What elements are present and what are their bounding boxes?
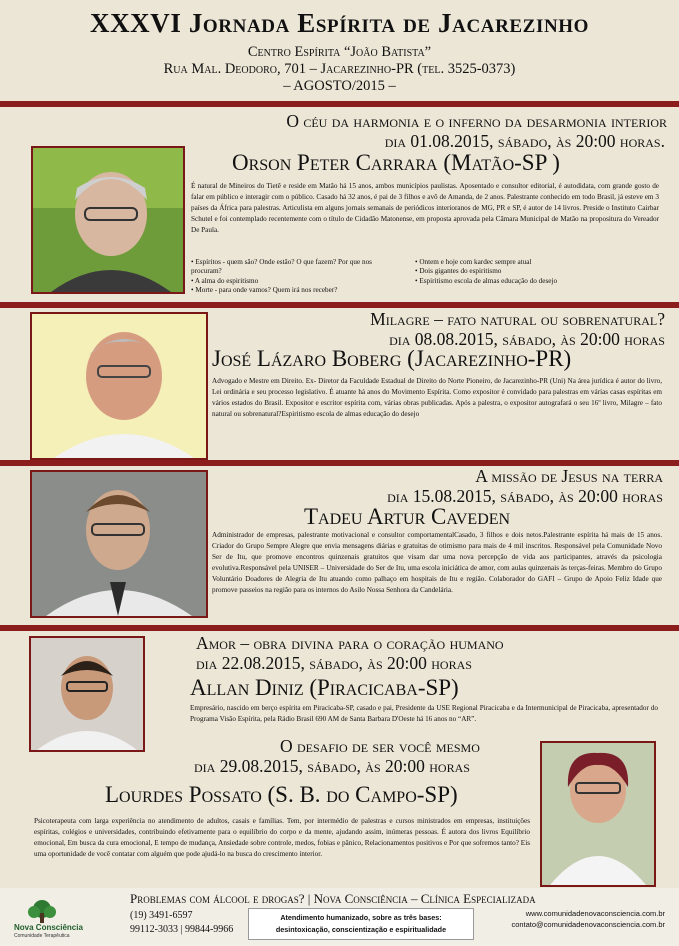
talk-title: O desafio de ser você mesmo xyxy=(280,736,480,756)
services-line-2: desintoxicação, conscientização e espiritualidade xyxy=(275,925,447,934)
divider xyxy=(0,101,679,107)
speaker-name: Orson Peter Carrara (Matão-SP ) xyxy=(232,150,560,175)
speaker-portrait xyxy=(32,314,206,458)
speaker-portrait xyxy=(542,743,654,885)
speaker-name: Allan Diniz (Piracicaba-SP) xyxy=(190,675,459,700)
topic-item: • Ontem e hoje com kardec sempre atual xyxy=(415,258,645,267)
talk-date: dia 22.08.2015, sábado, às 20:00 horas xyxy=(196,653,472,673)
speaker-bio: Psicoterapeuta com larga experiência no atendimento de adultos, casais e famílias. Tem, por intermédio de palestras e cursos ministrados em empresas, instituições espíritas, colégios e universidades, contribuindo efetivamente para o equilíbrio do corpo e da mente, ajudando assim, inúmeras pessoas. É autora dos livros Equilíbrio emocional, Em busca da cura emocional, E tempo de mudança, Ansiedade sobre controle, medos, fobias e pânico, Relacionamentos positivos e Por que sofremos tanto? Eis uma oportunidade de você contatar com alguém que pode ajudá-lo na busca do crescimento interior. xyxy=(34,817,530,858)
topics-right xyxy=(415,258,645,286)
phone-2: 99112-3033 | 99844-9966 xyxy=(130,924,234,935)
talk-title: O céu da harmonia e o inferno da desarmonia interior xyxy=(286,111,667,131)
topic-item: • A alma do espiritismo xyxy=(191,277,401,286)
address: Rua Mal. Deodoro, 701 – Jacarezinho-PR (tel. 3525-0373) xyxy=(163,61,516,77)
topic-item: • Morte - para onde vamos? Quem irá nos receber? xyxy=(191,286,401,295)
speaker-name: Lourdes Possato (S. B. do Campo-SP) xyxy=(105,782,458,807)
website-link[interactable]: www.comunidadenovaconsciencia.com.br xyxy=(525,909,665,918)
services-box xyxy=(248,908,474,940)
logo-subtitle: Comunidade Terapêutica xyxy=(14,933,70,939)
talk-section-4 xyxy=(14,631,665,731)
talk-title: Milagre – fato natural ou sobrenatural? xyxy=(370,309,665,329)
topic-item: • Espíritos - quem são? Onde estão? O que fazem? Por que nos procuram? xyxy=(191,258,401,277)
footer-ad xyxy=(0,888,679,946)
topics-left xyxy=(191,258,401,296)
speaker-name: José Lázaro Boberg (Jacarezinho-PR) xyxy=(212,346,572,371)
month: – AGOSTO/2015 – xyxy=(283,78,396,94)
phone-1: (19) 3491-6597 xyxy=(130,910,193,921)
services-line-1: Atendimento humanizado, sobre as três bases: xyxy=(280,913,442,922)
speaker-photo xyxy=(540,741,656,887)
speaker-photo xyxy=(30,470,208,618)
talk-section-3 xyxy=(14,466,665,628)
talk-title: Amor – obra divina para o coração humano xyxy=(196,633,504,653)
organizer: Centro Espírita “João Batista” xyxy=(247,44,432,60)
talk-section-2 xyxy=(14,308,665,462)
email-link[interactable]: contato@comunidadenovaconsciencia.com.br xyxy=(511,920,665,929)
speaker-bio: Empresário, nascido em berço espírita em Piracicaba-SP, casado e pai, Presidente da USE Regional Piracicaba e da Intermunicipal de Piracicaba, apresentador do Programa Visão Espírita, pela Rádio Brasil 690 AM de Santa Barbara D'Oeste há 16 anos no “AR”. xyxy=(190,704,658,723)
poster-header xyxy=(0,0,679,102)
speaker-name: Tadeu Artur Caveden xyxy=(304,504,511,529)
event-title: XXXVI Jornada Espírita de Jacarezinho xyxy=(89,8,590,38)
talk-date: dia 29.08.2015, sábado, às 20:00 horas xyxy=(194,756,470,776)
ad-headline: Problemas com álcool e drogas? | Nova Consciência – Clínica Especializada xyxy=(130,891,536,906)
talk-section-1 xyxy=(14,108,665,302)
tree-logo-icon xyxy=(28,899,56,923)
speaker-photo xyxy=(31,146,185,294)
talk-date: dia 01.08.2015, sábado, às 20:00 horas. xyxy=(384,131,665,151)
logo-name: Nova Consciência xyxy=(14,923,83,932)
talk-date: dia 08.08.2015, sábado, às 20:00 horas xyxy=(389,329,665,349)
speaker-bio: Advogado e Mestre em Direito. Ex- Diretor da Faculdade Estadual de Direito do Norte Pioneiro, de Jacarezinho-PR (Uni) Na área jurídica é autor do livro, Lei ordinária e seu processo legislativo. É atuante há anos do Movimento Espírita. Como expositor é convidado para palestras em várias casas espíritas em vários estados do Brasil. Expositor e escritor espírita com, várias obras publicadas. Após a palestra, o expositor autografará o seu 16º livro, Milagre – fato natural ou sobrenatural?Espiritismo escola de almas educação do desejo xyxy=(212,377,662,418)
talk-title: A missão de Jesus na terra xyxy=(475,466,663,486)
topic-item: • Espiritismo escola de almas educação do desejo xyxy=(415,277,645,286)
topic-item: • Dois gigantes do espiritismo xyxy=(415,267,645,276)
talk-date: dia 15.08.2015, sábado, às 20:00 horas xyxy=(387,486,663,506)
speaker-photo xyxy=(30,312,208,460)
speaker-portrait xyxy=(32,472,206,616)
talk-section-5 xyxy=(14,734,665,884)
speaker-portrait xyxy=(33,148,183,292)
speaker-bio: É natural de Mineiros do Tietê e reside em Matão há 15 anos, ambos municípios paulistas. Aposentado e consultor editorial, é autodidata, com grande gosto de falar em público e interagir com o público. Casado há 32 anos, é pai de 3 filhos e avô de Amanda, de 2 anos. Palestrante conhecido em todo Brasil, já esteve em 3 países da África para palestras. Articulista em alguns jornais semanais de periódicos interioranos de MG, PR e SP, é autor de 14 livros. Preside o Instituto Cairbar Schutel e foi contemplado recentemente com o título de Cidadão Matonense, em proposta aprovada pela Câmara Municipal de Matão na propositura do Vereador De Paula. xyxy=(191,182,659,234)
speaker-bio: Administrador de empresas, palestrante motivacional e consultor comportamentalCasado, 3 filhos e dois netos.Palestrante espírita há mais de 15 anos. Criador do Grupo Sempre Alegre que envia mensagens diárias e gratuitas de otimismo para mais de 4 mil inscritos. Responsável pela Comunidade Novo Ser de Itu, que promove encontros quinzenais gratuitos que visam dar uma nova percepção de vida aos participantes, através da psicologia evolutiva.Responsável pela UNISER – Universidade do Ser de Itu, uma escola iniciática de amor, com aulas quinzenais às terças-feiras. Membro do Grupo Voluntário Doadores de Alegria de Itu atuando como palhaço em hospitais de Itu e região. Colaborador do GAFI – Grupo de Apoio Feliz Idade que promove passeios na região para os internos do Asilo Nossa Senhora da Candelária. xyxy=(212,531,662,594)
